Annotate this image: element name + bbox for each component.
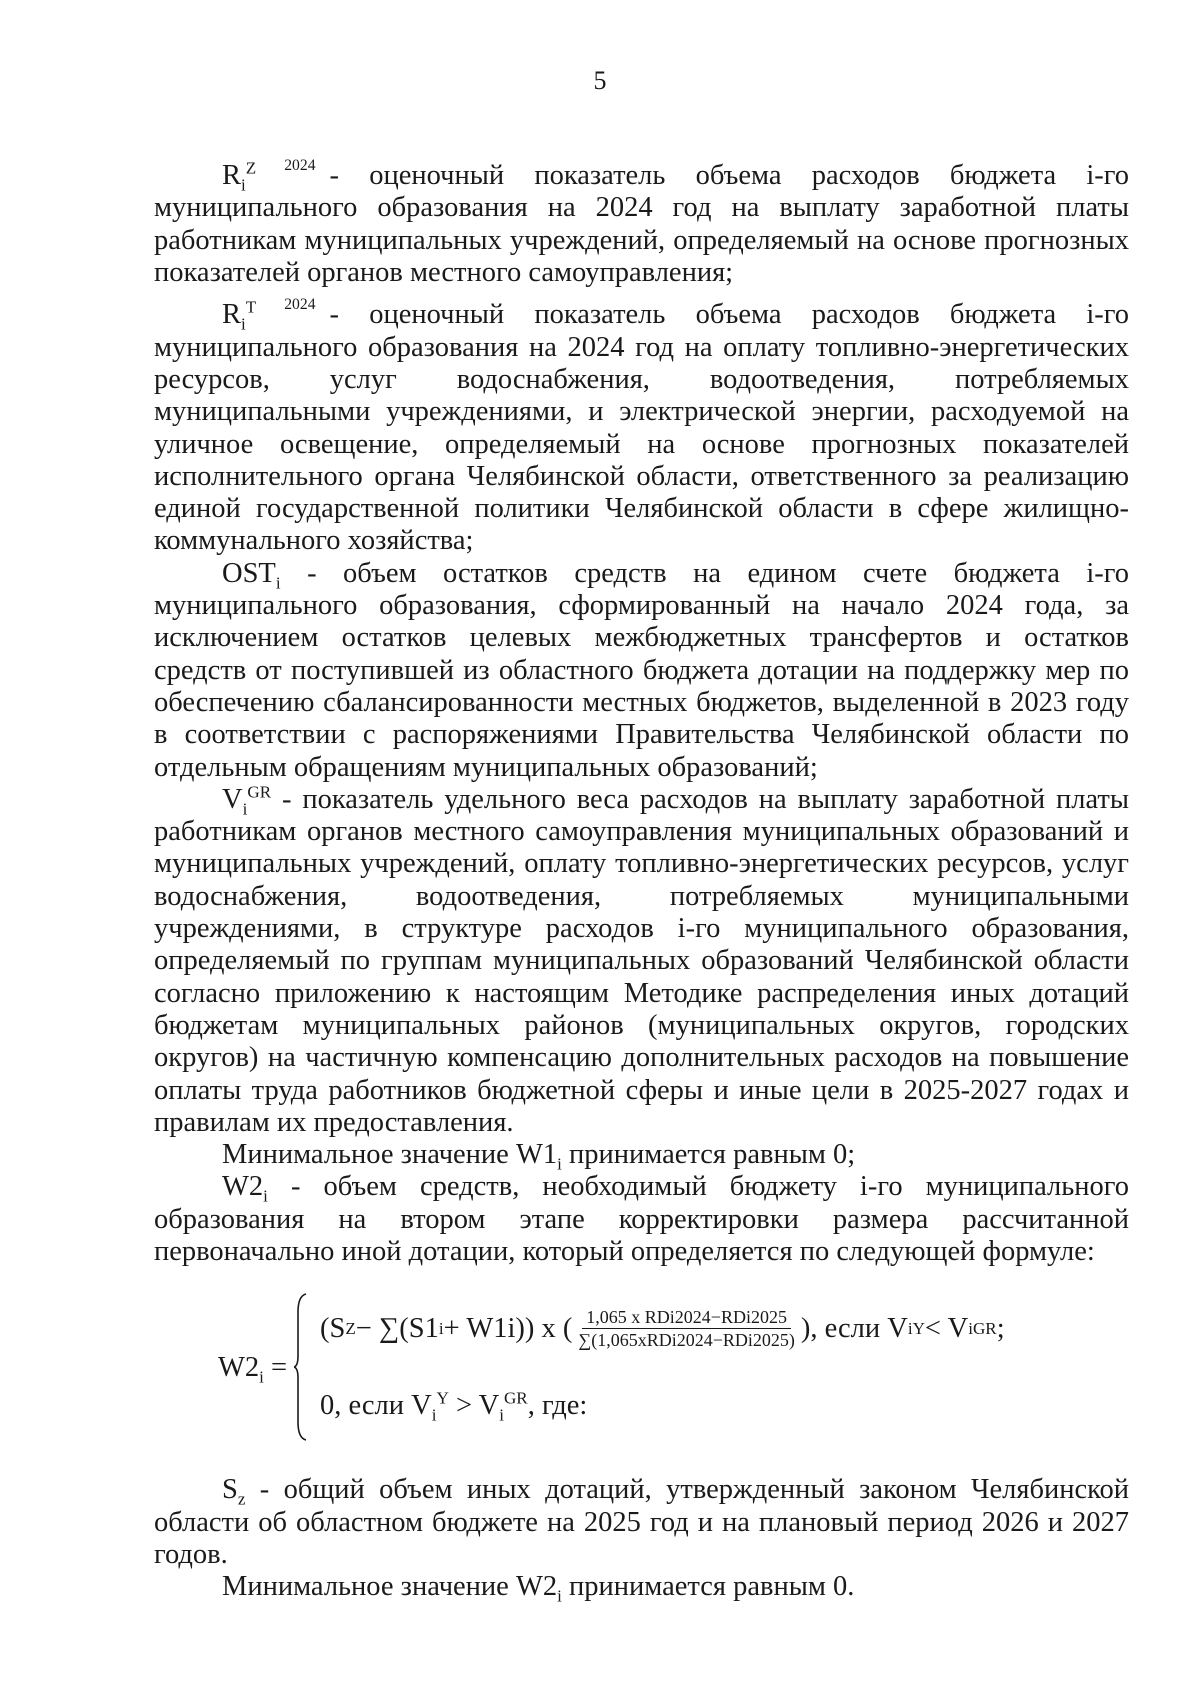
- document-body: [154, 150, 1130, 1606]
- paragraph-sz: [154, 1474, 1129, 1571]
- symbol-rt: $R_i^T$ $^{2024}$: [222, 296, 316, 335]
- paragraph-w2-min: Минимальное значение $W2_i$ принимается равным 0.: [222, 1571, 855, 1606]
- fraction-denominator: ∑(1,065xRDi2024−RDi2025): [578, 1330, 795, 1351]
- paragraph-ost: [154, 558, 1129, 784]
- formula-case-1: (S Z − ∑(S1 i + W1i)) x ( $\frac{\text{1,065 x RDi2024−RDi2025}}{\text{∑(1,065xRDi2024−RDi2025)}}$ ), если V i Y < V i GR ;: [320, 1307, 1005, 1351]
- paragraph-rz-text: - оценочный показатель объема расходов бюджета i-го муниципального образования на 2024 год на выплату заработной платы работникам муниципальных учреждений, определяемый на основе прогнозных показателей органов местного самоуправления;: [154, 160, 1129, 288]
- paragraph-w2: [154, 1171, 1129, 1268]
- paragraph-rz: [154, 150, 1129, 289]
- formula-lhs: $W2_i$ =: [218, 1352, 288, 1387]
- paragraph-rt: [154, 289, 1129, 557]
- paragraph-w2-text: - объем средств, необходимый бюджету i-го муниципального образования на втором этапе корректировки размера рассчитанной первоначально иной дотации, который определяется по следующей формуле:: [154, 1171, 1130, 1267]
- paragraph-w1-min: Минимальное значение $W1_i$ принимается равным 0;: [222, 1139, 856, 1174]
- paragraph-ost-text: - объем остатков средств на едином счете бюджета i-го муниципального образования, сформированный на начало 2024 года, за исключением остатков целевых межбюджетных трансфертов и остатков средств от поступившей из областного бюджета дотации на поддержку мер по обеспечению сбалансированности местных бюджетов, выделенной в 2023 году в соответствии с распоряжениями Правительства Челябинской области по отдельным обращениям муниципальных образований;: [154, 557, 1129, 783]
- paragraph-vgr-text: - показатель удельного веса расходов на выплату заработной платы работникам органов местного самоуправления муниципальных образований и муниципальных учреждений, оплату топливно-энергетических ресурсов, услуг водоснабжения, водоотведения, потребляемых муниципальными учреждениями, в структуре расходов i-го муниципального образования, определяемый по группам муниципальных образований Челябинской области согласно приложению к настоящим Методике распределения иных дотаций бюджетам муниципальных районов (муниципальных округов, городских округов) на частичную компенсацию дополнительных расходов на повышение оплаты труда работников бюджетной сферы и иные цели в 2025-2027 годах и правилам их предоставления.: [154, 783, 1130, 1138]
- formula-w2: [154, 1286, 1129, 1448]
- formula-case-2: 0, если $V_i^Y > V_i^{GR}$, где:: [320, 1388, 588, 1425]
- symbol-w2: $W2_i$: [222, 1171, 268, 1207]
- fraction-numerator: 1,065 x RDi2024−RDi2025: [582, 1306, 791, 1329]
- left-brace-icon: [294, 1292, 308, 1442]
- symbol-rz: $R_i^Z$ $^{2024}$: [222, 157, 316, 195]
- paragraph-rt-text: - оценочный показатель объема расходов бюджета i-го муниципального образования на 2024 год на оплату топливно-энергетических ресурсов, услуг водоснабжения, водоотведения, потребляемых муниципальными учреждениями, и электрической энергии, расходуемой на уличное освещение, определяемый на основе прогнозных показателей исполнительного органа Челябинской области, ответственного за реализацию единой государственной политики Челябинской области в сфере жилищно-коммунального хозяйства;: [154, 299, 1129, 557]
- formula-fraction: [574, 1306, 798, 1351]
- symbol-sz: $S_z$: [222, 1474, 246, 1509]
- symbol-ost: $OST_i$: [222, 557, 281, 593]
- symbol-vgr: $V_i^{GR}$: [222, 782, 272, 819]
- page-number: 5: [593, 66, 607, 95]
- paragraph-vgr: [154, 784, 1129, 1139]
- paragraph-sz-text: - общий объем иных дотаций, утвержденный законом Челябинской области об областном бюджете на 2025 год и на плановый период 2026 и 2027 годов.: [154, 1474, 1130, 1570]
